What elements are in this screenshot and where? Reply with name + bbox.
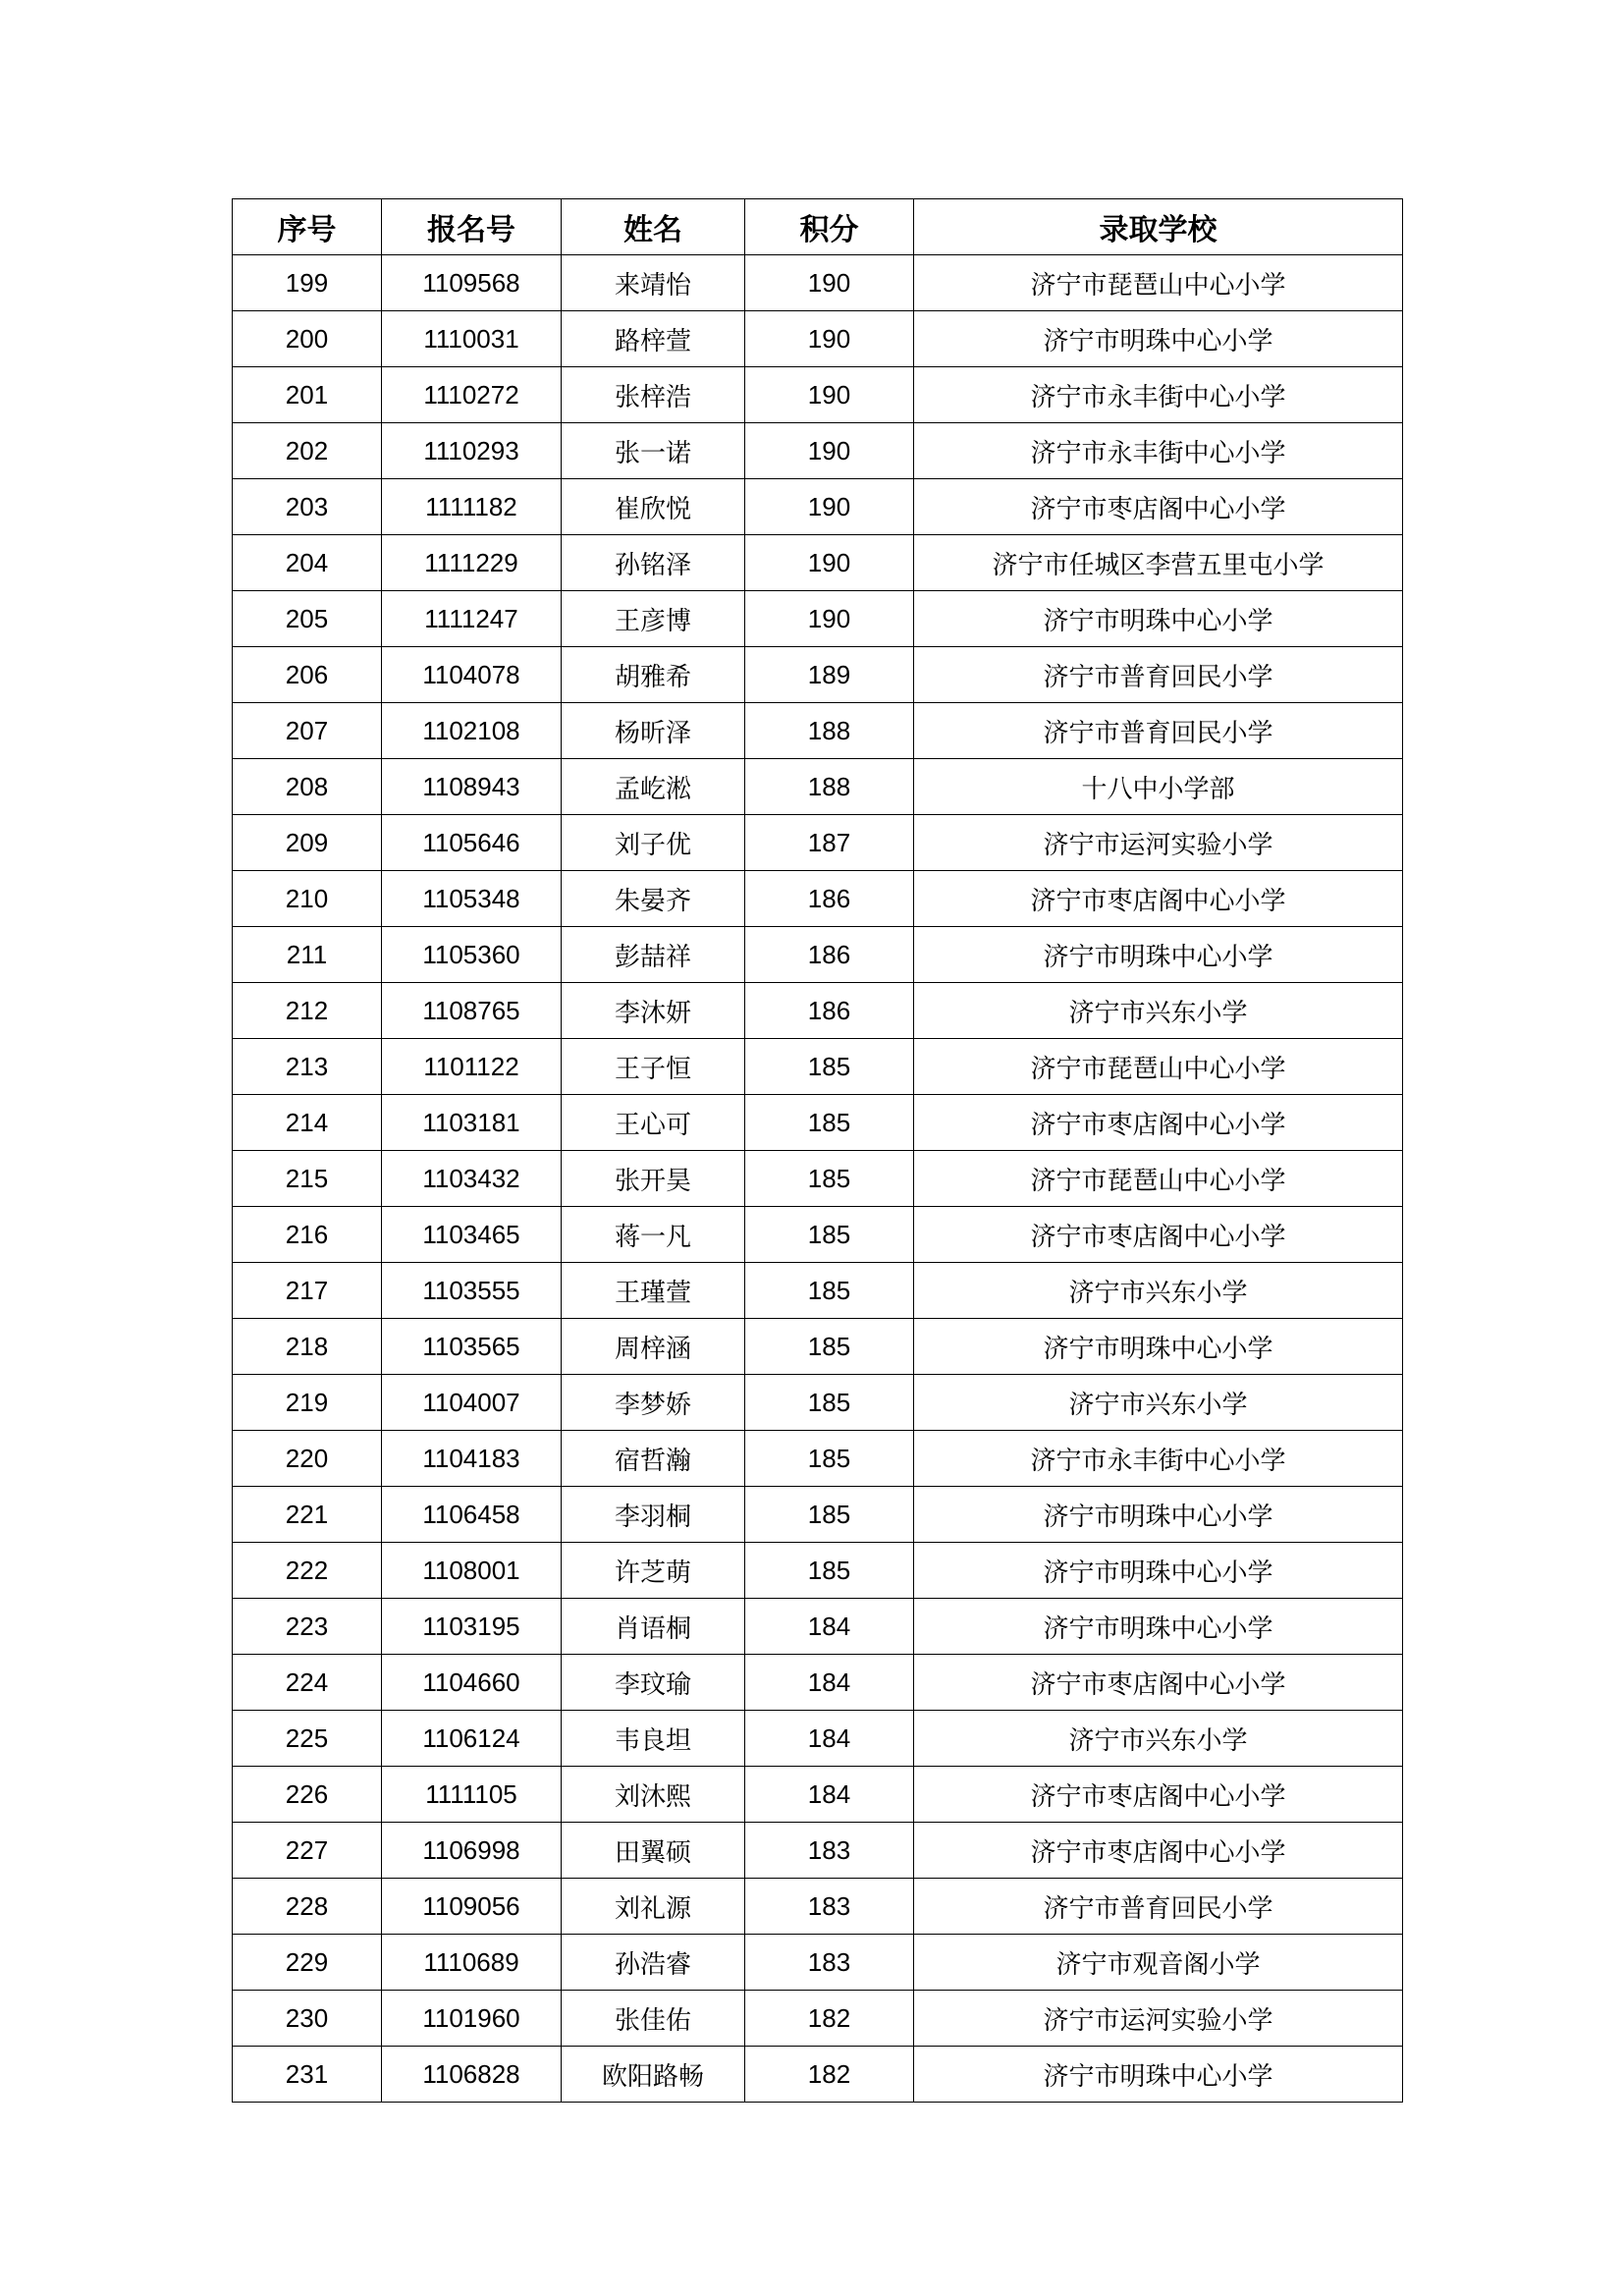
- cell-score: 185: [745, 1207, 914, 1263]
- cell-name: 韦良坦: [562, 1711, 745, 1767]
- table-row: [233, 1431, 1403, 1487]
- cell-reg-no: 1110293: [382, 423, 562, 479]
- cell-name: 王彦博: [562, 591, 745, 647]
- table-row: [233, 1767, 1403, 1823]
- cell-score: 190: [745, 423, 914, 479]
- cell-score: 183: [745, 1823, 914, 1879]
- table-row: [233, 367, 1403, 423]
- cell-reg-no: 1103432: [382, 1151, 562, 1207]
- cell-name: 李羽桐: [562, 1487, 745, 1543]
- cell-reg-no: 1109568: [382, 255, 562, 311]
- admission-table: [232, 198, 1403, 2103]
- cell-score: 184: [745, 1655, 914, 1711]
- table-row: [233, 647, 1403, 703]
- cell-reg-no: 1106124: [382, 1711, 562, 1767]
- cell-school: 济宁市明珠中心小学: [914, 1599, 1403, 1655]
- cell-score: 186: [745, 871, 914, 927]
- cell-reg-no: 1103195: [382, 1599, 562, 1655]
- cell-school: 济宁市运河实验小学: [914, 1991, 1403, 2047]
- cell-reg-no: 1108001: [382, 1543, 562, 1599]
- cell-score: 185: [745, 1487, 914, 1543]
- cell-score: 190: [745, 255, 914, 311]
- cell-school: 济宁市任城区李营五里屯小学: [914, 535, 1403, 591]
- table-row: [233, 871, 1403, 927]
- cell-name: 肖语桐: [562, 1599, 745, 1655]
- cell-school: 济宁市永丰街中心小学: [914, 367, 1403, 423]
- cell-school: 济宁市枣店阁中心小学: [914, 1655, 1403, 1711]
- cell-reg-no: 1103565: [382, 1319, 562, 1375]
- cell-seq: 217: [233, 1263, 382, 1319]
- cell-school: 济宁市琵琶山中心小学: [914, 1039, 1403, 1095]
- cell-reg-no: 1108943: [382, 759, 562, 815]
- cell-reg-no: 1106828: [382, 2047, 562, 2103]
- table-row: [233, 759, 1403, 815]
- cell-reg-no: 1104660: [382, 1655, 562, 1711]
- cell-seq: 208: [233, 759, 382, 815]
- cell-seq: 214: [233, 1095, 382, 1151]
- cell-school: 济宁市枣店阁中心小学: [914, 1767, 1403, 1823]
- cell-score: 186: [745, 927, 914, 983]
- table-row: [233, 1375, 1403, 1431]
- cell-score: 186: [745, 983, 914, 1039]
- cell-score: 190: [745, 591, 914, 647]
- cell-seq: 215: [233, 1151, 382, 1207]
- cell-seq: 218: [233, 1319, 382, 1375]
- cell-name: 张一诺: [562, 423, 745, 479]
- cell-seq: 216: [233, 1207, 382, 1263]
- cell-score: 185: [745, 1039, 914, 1095]
- cell-seq: 219: [233, 1375, 382, 1431]
- cell-reg-no: 1105646: [382, 815, 562, 871]
- table-row: [233, 1039, 1403, 1095]
- cell-score: 189: [745, 647, 914, 703]
- cell-score: 183: [745, 1935, 914, 1991]
- cell-name: 孙浩睿: [562, 1935, 745, 1991]
- cell-seq: 202: [233, 423, 382, 479]
- cell-seq: 207: [233, 703, 382, 759]
- header-school: 录取学校: [914, 199, 1403, 255]
- cell-reg-no: 1104078: [382, 647, 562, 703]
- table-row: [233, 479, 1403, 535]
- cell-score: 185: [745, 1431, 914, 1487]
- table-row: [233, 1319, 1403, 1375]
- table-row: [233, 983, 1403, 1039]
- cell-name: 李梦娇: [562, 1375, 745, 1431]
- cell-name: 王子恒: [562, 1039, 745, 1095]
- cell-reg-no: 1108765: [382, 983, 562, 1039]
- cell-score: 184: [745, 1767, 914, 1823]
- cell-school: 济宁市明珠中心小学: [914, 311, 1403, 367]
- cell-score: 190: [745, 535, 914, 591]
- cell-name: 张佳佑: [562, 1991, 745, 2047]
- cell-reg-no: 1105360: [382, 927, 562, 983]
- cell-name: 王心可: [562, 1095, 745, 1151]
- cell-name: 杨昕泽: [562, 703, 745, 759]
- cell-seq: 227: [233, 1823, 382, 1879]
- cell-seq: 228: [233, 1879, 382, 1935]
- table-row: [233, 1599, 1403, 1655]
- cell-score: 190: [745, 367, 914, 423]
- cell-school: 济宁市枣店阁中心小学: [914, 1823, 1403, 1879]
- cell-name: 宿哲瀚: [562, 1431, 745, 1487]
- cell-score: 188: [745, 703, 914, 759]
- cell-score: 188: [745, 759, 914, 815]
- cell-score: 185: [745, 1543, 914, 1599]
- cell-name: 崔欣悦: [562, 479, 745, 535]
- cell-seq: 223: [233, 1599, 382, 1655]
- cell-reg-no: 1110272: [382, 367, 562, 423]
- cell-seq: 201: [233, 367, 382, 423]
- header-row: [233, 199, 1403, 255]
- table-row: [233, 1991, 1403, 2047]
- cell-school: 济宁市明珠中心小学: [914, 591, 1403, 647]
- cell-seq: 209: [233, 815, 382, 871]
- cell-name: 田翼硕: [562, 1823, 745, 1879]
- cell-reg-no: 1105348: [382, 871, 562, 927]
- table-row: [233, 1095, 1403, 1151]
- cell-school: 济宁市观音阁小学: [914, 1935, 1403, 1991]
- table-row: [233, 311, 1403, 367]
- table-row: [233, 1543, 1403, 1599]
- cell-name: 孟屹淞: [562, 759, 745, 815]
- cell-name: 刘沐熙: [562, 1767, 745, 1823]
- cell-seq: 206: [233, 647, 382, 703]
- cell-seq: 199: [233, 255, 382, 311]
- cell-seq: 224: [233, 1655, 382, 1711]
- table-row: [233, 815, 1403, 871]
- cell-reg-no: 1104007: [382, 1375, 562, 1431]
- cell-school: 十八中小学部: [914, 759, 1403, 815]
- cell-reg-no: 1102108: [382, 703, 562, 759]
- cell-seq: 229: [233, 1935, 382, 1991]
- cell-school: 济宁市兴东小学: [914, 1711, 1403, 1767]
- cell-school: 济宁市琵琶山中心小学: [914, 255, 1403, 311]
- cell-seq: 220: [233, 1431, 382, 1487]
- header-score: 积分: [745, 199, 914, 255]
- cell-school: 济宁市兴东小学: [914, 1375, 1403, 1431]
- cell-name: 欧阳路畅: [562, 2047, 745, 2103]
- table-row: [233, 255, 1403, 311]
- cell-school: 济宁市明珠中心小学: [914, 2047, 1403, 2103]
- cell-reg-no: 1101122: [382, 1039, 562, 1095]
- table-row: [233, 1823, 1403, 1879]
- cell-seq: 204: [233, 535, 382, 591]
- cell-seq: 213: [233, 1039, 382, 1095]
- cell-reg-no: 1110031: [382, 311, 562, 367]
- cell-reg-no: 1110689: [382, 1935, 562, 1991]
- cell-name: 彭喆祥: [562, 927, 745, 983]
- cell-seq: 225: [233, 1711, 382, 1767]
- cell-reg-no: 1106458: [382, 1487, 562, 1543]
- cell-score: 187: [745, 815, 914, 871]
- cell-score: 185: [745, 1151, 914, 1207]
- table-row: [233, 1879, 1403, 1935]
- cell-school: 济宁市运河实验小学: [914, 815, 1403, 871]
- cell-score: 185: [745, 1095, 914, 1151]
- cell-school: 济宁市普育回民小学: [914, 703, 1403, 759]
- cell-score: 184: [745, 1711, 914, 1767]
- cell-name: 路梓萱: [562, 311, 745, 367]
- cell-reg-no: 1103181: [382, 1095, 562, 1151]
- table-row: [233, 1151, 1403, 1207]
- cell-reg-no: 1103465: [382, 1207, 562, 1263]
- cell-reg-no: 1111229: [382, 535, 562, 591]
- cell-score: 190: [745, 311, 914, 367]
- cell-school: 济宁市明珠中心小学: [914, 927, 1403, 983]
- cell-seq: 230: [233, 1991, 382, 2047]
- cell-seq: 211: [233, 927, 382, 983]
- cell-seq: 221: [233, 1487, 382, 1543]
- table-row: [233, 1263, 1403, 1319]
- table-body: [233, 255, 1403, 2103]
- cell-reg-no: 1101960: [382, 1991, 562, 2047]
- cell-name: 许芝萌: [562, 1543, 745, 1599]
- cell-name: 周梓涵: [562, 1319, 745, 1375]
- table-row: [233, 423, 1403, 479]
- table-row: [233, 927, 1403, 983]
- cell-school: 济宁市兴东小学: [914, 983, 1403, 1039]
- cell-reg-no: 1109056: [382, 1879, 562, 1935]
- cell-school: 济宁市普育回民小学: [914, 1879, 1403, 1935]
- cell-school: 济宁市明珠中心小学: [914, 1543, 1403, 1599]
- cell-name: 刘子优: [562, 815, 745, 871]
- cell-seq: 210: [233, 871, 382, 927]
- cell-school: 济宁市明珠中心小学: [914, 1319, 1403, 1375]
- cell-school: 济宁市明珠中心小学: [914, 1487, 1403, 1543]
- cell-seq: 212: [233, 983, 382, 1039]
- table-row: [233, 1655, 1403, 1711]
- cell-seq: 226: [233, 1767, 382, 1823]
- table-row: [233, 1711, 1403, 1767]
- cell-score: 183: [745, 1879, 914, 1935]
- cell-name: 张开昊: [562, 1151, 745, 1207]
- cell-name: 朱晏齐: [562, 871, 745, 927]
- cell-school: 济宁市琵琶山中心小学: [914, 1151, 1403, 1207]
- cell-score: 182: [745, 2047, 914, 2103]
- cell-seq: 203: [233, 479, 382, 535]
- cell-name: 蒋一凡: [562, 1207, 745, 1263]
- cell-score: 190: [745, 479, 914, 535]
- cell-seq: 200: [233, 311, 382, 367]
- table-row: [233, 1487, 1403, 1543]
- cell-school: 济宁市永丰街中心小学: [914, 423, 1403, 479]
- cell-school: 济宁市枣店阁中心小学: [914, 479, 1403, 535]
- cell-name: 来靖怡: [562, 255, 745, 311]
- cell-school: 济宁市兴东小学: [914, 1263, 1403, 1319]
- cell-reg-no: 1103555: [382, 1263, 562, 1319]
- table-row: [233, 1935, 1403, 1991]
- cell-reg-no: 1111247: [382, 591, 562, 647]
- cell-name: 李沐妍: [562, 983, 745, 1039]
- cell-name: 张梓浩: [562, 367, 745, 423]
- cell-name: 王瑾萱: [562, 1263, 745, 1319]
- cell-seq: 222: [233, 1543, 382, 1599]
- cell-seq: 231: [233, 2047, 382, 2103]
- cell-score: 182: [745, 1991, 914, 2047]
- cell-reg-no: 1111182: [382, 479, 562, 535]
- cell-name: 胡雅希: [562, 647, 745, 703]
- table-row: [233, 2047, 1403, 2103]
- cell-school: 济宁市枣店阁中心小学: [914, 871, 1403, 927]
- cell-score: 185: [745, 1375, 914, 1431]
- header-seq: 序号: [233, 199, 382, 255]
- cell-school: 济宁市枣店阁中心小学: [914, 1207, 1403, 1263]
- cell-score: 185: [745, 1319, 914, 1375]
- cell-reg-no: 1106998: [382, 1823, 562, 1879]
- header-name: 姓名: [562, 199, 745, 255]
- cell-reg-no: 1111105: [382, 1767, 562, 1823]
- cell-seq: 205: [233, 591, 382, 647]
- cell-score: 185: [745, 1263, 914, 1319]
- cell-name: 李玟瑜: [562, 1655, 745, 1711]
- table-row: [233, 535, 1403, 591]
- table-row: [233, 703, 1403, 759]
- header-reg-no: 报名号: [382, 199, 562, 255]
- cell-score: 184: [745, 1599, 914, 1655]
- cell-name: 刘礼源: [562, 1879, 745, 1935]
- cell-reg-no: 1104183: [382, 1431, 562, 1487]
- table-row: [233, 1207, 1403, 1263]
- cell-school: 济宁市枣店阁中心小学: [914, 1095, 1403, 1151]
- cell-name: 孙铭泽: [562, 535, 745, 591]
- table-row: [233, 591, 1403, 647]
- cell-school: 济宁市普育回民小学: [914, 647, 1403, 703]
- cell-school: 济宁市永丰街中心小学: [914, 1431, 1403, 1487]
